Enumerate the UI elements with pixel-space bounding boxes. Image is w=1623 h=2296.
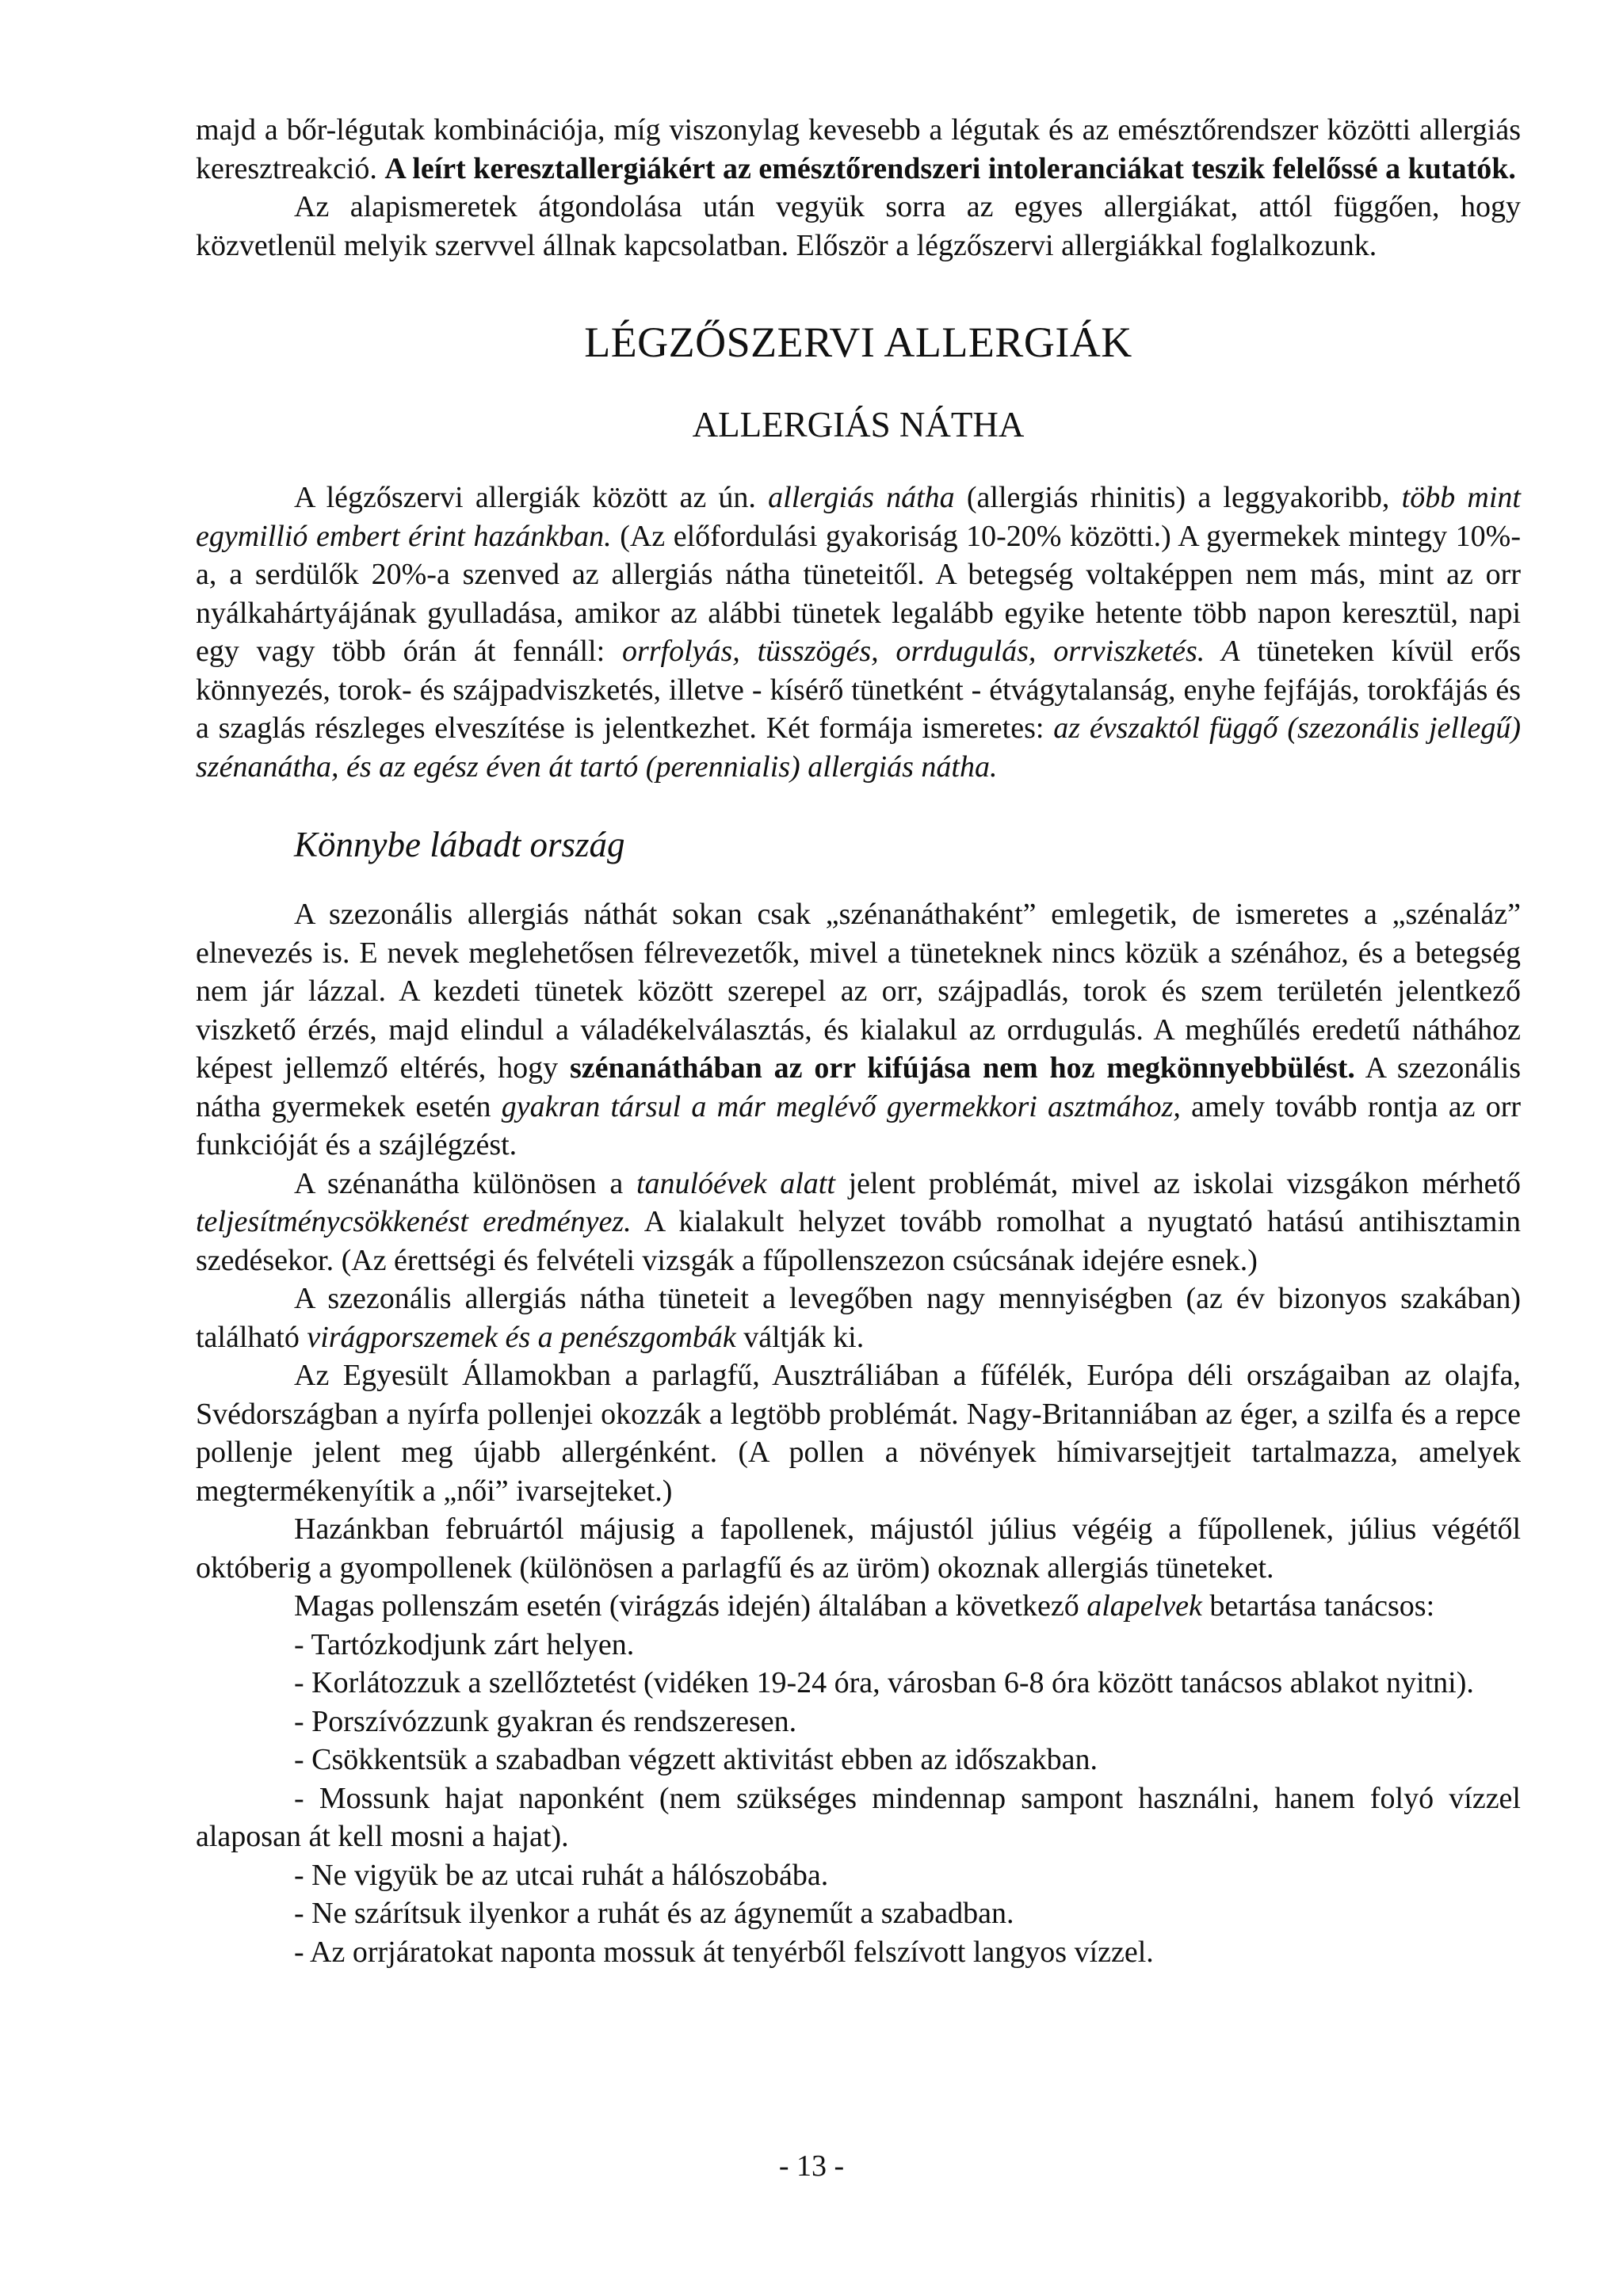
italic-run: teljesítménycsökkenést eredményez. (196, 1205, 632, 1238)
body-paragraph-2 (196, 1165, 1521, 1280)
document-page (196, 111, 1521, 1971)
section-title: ALLERGIÁS NÁTHA (692, 405, 1025, 444)
text-run: (allergiás rhinitis) a leggyakoribb, (954, 481, 1402, 514)
text-run: A légzőszervi allergiák között az ún. (294, 481, 769, 514)
text-run: váltják ki. (735, 1320, 865, 1354)
list-item: - Ne szárítsuk ilyenkor a ruhát és az ágyneműt a szabadban. (294, 1897, 1014, 1930)
chapter-title: LÉGZŐSZERVI ALLERGIÁK (584, 318, 1132, 366)
text-run: (Az előfordulási gyakoriság 10-20% közötti.) A gyermekek mintegy 10%-a, a serdülők 20%-a szenved az allergiás nátha tüneteitől. A betegség voltaképpen nem más, mint az orr nyálkahártyájának gyulladása, amikor az alábbi tünetek legalább egyike hetente több napon keresztül, napi egy vagy több órán át fennáll: (196, 519, 1521, 668)
page-number: - 13 - (778, 2149, 845, 2183)
italic-run: tanulóévek alatt (636, 1166, 835, 1200)
body-paragraph-5: Hazánkban februártól májusig a fapollenek, májustól július végéig a fűpollenek, július végétől októberig a gyompollenek (különösen a parlagfű és az üröm) okoznak allergiás tüneteket. (196, 1512, 1521, 1585)
intro-text: majd a bőr-légutak kombinációja, míg viszonylag kevesebb a légutak és az emésztőrendszer közötti allergiás keresztreakció. (196, 113, 1521, 185)
italic-run: gyakran társul a már meglévő gyermekkori asztmához, (501, 1089, 1181, 1123)
italic-run: alapelvek (1086, 1589, 1202, 1623)
text-run: Magas pollenszám esetén (virágzás idején) általában a következő (294, 1589, 1087, 1623)
italic-run: az évszaktól függő (szezonális jellegű) szénanátha, és az egész éven át tartó (perennialis) allergiás nátha. (196, 711, 1522, 784)
text-run: A szezonális allergiás náthát sokan csak „szénanáthaként” emlegetik, de ismeretes a „szénaláz” elnevezés is. E nevek meglehetősen félrevezetők, mivel a tüneteknek nincs közük a szénához, és a betegség nem jár lázzal. A kezdeti tünetek között szerepel az orr, szájpadlás, torok és szem területén jelentkező viszkető érzés, majd elindul a váladékelválasztás, és kialakul az orrdugulás. A meghűlés eredetű náthához képest jellemző eltérés, hogy (196, 898, 1521, 1085)
text-run: amely tovább rontja az orr funkcióját és a szájlégzést. (196, 1089, 1522, 1161)
text-run: A szénanátha különösen a (294, 1166, 636, 1200)
text-run: A szezonális nátha gyermekek esetén (196, 1051, 1521, 1123)
intro-paragraph-2: Az alapismeretek átgondolása után vegyük sorra az egyes allergiákat, attól függően, hogy közvetlenül melyik szervvel állnak kapcsolatban. Először a légzőszervi allergiákkal foglalkozunk. (196, 190, 1521, 262)
body-paragraph-6 (196, 1587, 1521, 1626)
list-item: - Az orrjáratokat naponta mossuk át tenyérből felszívott langyos vízzel. (294, 1935, 1154, 1969)
italic-run: orrfolyás, tüsszögés, orrdugulás, orrviszketés. A (621, 635, 1240, 668)
intro-paragraph-1 (196, 111, 1521, 188)
text-run: jelent problémát, mivel az iskolai vizsgákon mérhető (834, 1166, 1521, 1200)
bold-run: szénanáthában az orr kifújása nem hoz megkönnyebbülést. (569, 1051, 1355, 1085)
list-item: - Porszívózzunk gyakran és rendszeresen. (294, 1704, 797, 1738)
section-paragraph (196, 479, 1521, 786)
text-run: A szezonális allergiás nátha tüneteit a levegőben nagy mennyiségben (az év bizonyos szakában) található (196, 1282, 1521, 1354)
body-paragraph-3 (196, 1280, 1521, 1356)
list-item: - Ne vigyük be az utcai ruhát a hálószobába. (294, 1858, 829, 1892)
list-item: - Korlátozzuk a szellőztetést (vidéken 19-24 óra, városban 6-8 óra között tanácsos ablakot nyitni). (294, 1666, 1474, 1699)
text-run: betartása tanácsos: (1201, 1589, 1435, 1623)
list-item: - Tartózkodjunk zárt helyen. (294, 1627, 635, 1661)
italic-run: virágporszemek és a penészgombák (307, 1320, 736, 1354)
body-paragraph-1 (196, 895, 1521, 1165)
text-run: A kialakult helyzet tovább romolhat a nyugtató hatású antihisztamin szedésekor. (Az érettségi és felvételi vizsgák a fűpollenszezon csúcsának idejére esnek.) (196, 1205, 1522, 1277)
italic-run: több mint egymillió embert érint hazánkban. (196, 481, 1521, 553)
intro-bold-text: A leírt keresztallergiákért az emésztőrendszeri intoleranciákat teszik felelőssé a kutatók. (384, 151, 1516, 185)
subsection-title: Könnybe lábadt ország (294, 825, 625, 864)
list-item: - Csökkentsük a szabadban végzett aktivitást ebben az időszakban. (294, 1743, 1098, 1776)
list-item: - Mossunk hajat naponként (nem szükséges mindennap sampont használni, hanem folyó vízzel alaposan át kell mosni a hajat). (196, 1781, 1521, 1853)
body-paragraph-4: Az Egyesült Államokban a parlagfű, Ausztráliában a fűfélék, Európa déli országaiban az olajfa, Svédországban a nyírfa pollenjei okozzák a legtöbb problémát. Nagy-Britanniában az éger, a szilfa és a repce pollenje jelent meg újabb allergénként. (A pollen a növények hímivarsejtjeit tartalmazza, amelyek megtermékenyítik a „női” ivarsejteket.) (196, 1359, 1521, 1508)
text-run: tüneteken kívül erős könnyezés, torok- és szájpadviszketés, illetve - kísérő tünetként - étvágytalanság, enyhe fejfájás, torokfájás és a szaglás részleges elveszítése is jelentkezhet. Két formája ismeretes: (196, 635, 1522, 745)
tips-list (196, 1626, 1521, 1972)
italic-run: allergiás nátha (768, 481, 955, 514)
